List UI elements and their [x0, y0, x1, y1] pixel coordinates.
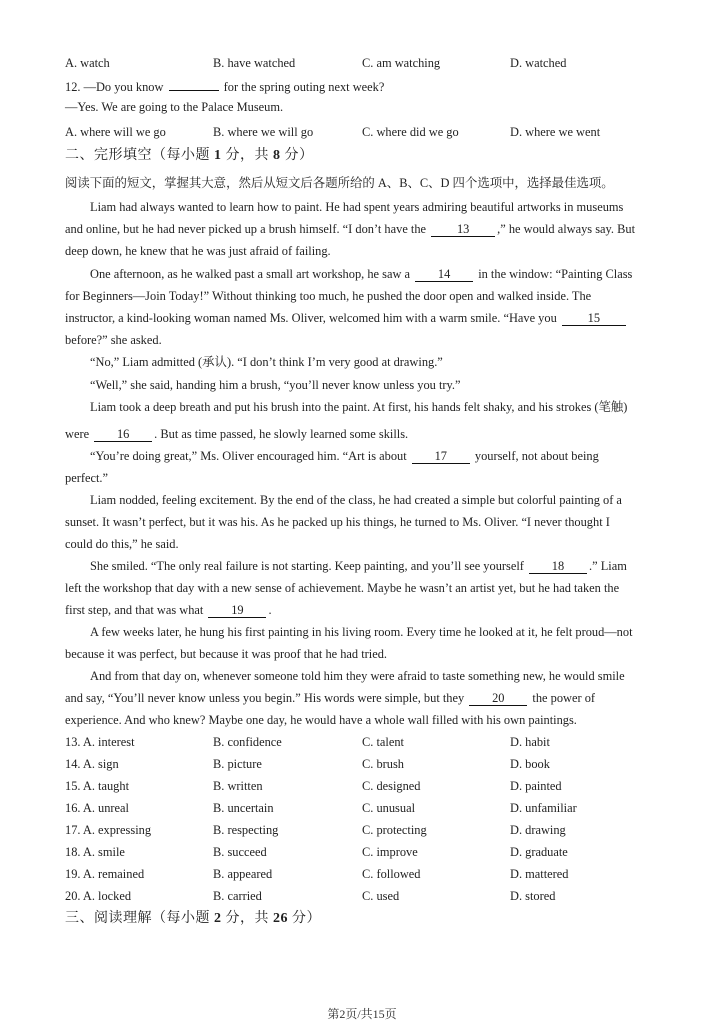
passage-text: . — [268, 603, 272, 617]
section3-title-mid: 分，共 — [221, 911, 273, 926]
passage-text: . But as time passed, he slowly learned some skills. — [154, 427, 409, 441]
passage-line — [90, 266, 632, 282]
passage-line: sunset. It wasn’t perfect, but it was his. As he packed up his things, he turned to Ms. Oliver. “I never thought I — [65, 515, 610, 529]
passage-line — [65, 690, 595, 706]
passage-line: deep down, he knew that he was just afraid of failing. — [65, 244, 331, 258]
passage-line — [90, 558, 627, 574]
section2-title-mid: 分，共 — [221, 148, 273, 163]
section3-title-prefix: 三、阅读理解（每小题 — [65, 911, 214, 926]
q15-option-d[interactable]: D. painted — [510, 779, 562, 793]
q18-option-a[interactable]: 18. A. smile — [65, 845, 125, 859]
q12-stem-before: 12. —Do you know — [65, 80, 167, 94]
blank-19[interactable]: 19 — [208, 604, 266, 618]
passage-text: were — [65, 427, 93, 441]
q15-option-b[interactable]: B. written — [213, 779, 263, 793]
q11-option-b[interactable]: B. have watched — [213, 56, 296, 70]
blank-17[interactable]: 17 — [412, 450, 470, 464]
q15-option-c[interactable]: C. designed — [362, 779, 421, 793]
section3-points-total: 26 — [273, 911, 288, 926]
section3-title-suffix: 分） — [288, 911, 321, 926]
passage-text: One afternoon, as he walked past a small art workshop, he saw a — [90, 267, 414, 281]
passage-line — [65, 310, 628, 326]
passage-line — [65, 221, 635, 237]
section2-instructions: 阅读下面的短文，掌握其大意，然后从短文后各题所给的 A、B、C、D 四个选项中，选择最佳选项。 — [65, 176, 614, 190]
q17-option-c[interactable]: C. protecting — [362, 823, 427, 837]
section3-points-each: 2 — [214, 911, 222, 926]
q19-option-d[interactable]: D. mattered — [510, 867, 569, 881]
question-18-options — [65, 844, 685, 860]
blank-18[interactable]: 18 — [529, 560, 587, 574]
q14-option-b[interactable]: B. picture — [213, 757, 262, 771]
q18-option-c[interactable]: C. improve — [362, 845, 418, 859]
q13-option-a[interactable]: 13. A. interest — [65, 735, 135, 749]
passage-line: Liam nodded, feeling excitement. By the end of the class, he had created a simple but colorful painting of a — [90, 493, 622, 507]
q20-option-c[interactable]: C. used — [362, 889, 400, 903]
q20-option-b[interactable]: B. carried — [213, 889, 262, 903]
page-number: 第2页/共15页 — [327, 1007, 397, 1021]
blank-13[interactable]: 13 — [431, 223, 495, 237]
q16-option-c[interactable]: C. unusual — [362, 801, 416, 815]
question-15-options — [65, 778, 685, 794]
passage-text: “You’re doing great,” Ms. Oliver encouraged him. “Art is about — [90, 449, 410, 463]
blank-16[interactable]: 16 — [94, 428, 152, 442]
q11-option-d[interactable]: D. watched — [510, 56, 567, 70]
passage-line: left the workshop that day with a new sense of achievement. Maybe he wasn’t an artist yet, but he had taken the — [65, 581, 620, 595]
q17-option-b[interactable]: B. respecting — [213, 823, 279, 837]
section2-title-prefix: 二、完形填空（每小题 — [65, 148, 214, 163]
passage-text: the power of — [529, 691, 596, 705]
section2-points-each: 1 — [214, 148, 222, 163]
q12-option-c[interactable]: C. where did we go — [362, 125, 459, 139]
passage-line: because it was perfect, but because it was proof that he had tried. — [65, 647, 388, 661]
passage-line: Liam had always wanted to learn how to paint. He had spent years admiring beautiful artworks in museums — [90, 200, 624, 214]
passage-text: and say, “You’ll never know unless you begin.” His words were simple, but they — [65, 691, 468, 705]
passage-text: yourself, not about being — [471, 449, 599, 463]
q16-option-a[interactable]: 16. A. unreal — [65, 801, 130, 815]
passage-text: She smiled. “The only real failure is not starting. Keep painting, and you’ll see yourself — [90, 559, 527, 573]
q11-option-a[interactable]: A. watch — [65, 56, 110, 70]
q16-option-b[interactable]: B. uncertain — [213, 801, 274, 815]
q18-option-b[interactable]: B. succeed — [213, 845, 267, 859]
q12-option-b[interactable]: B. where we will go — [213, 125, 314, 139]
q12-option-d[interactable]: D. where we went — [510, 125, 601, 139]
passage-line: for Beginners—Join Today!” Without thinking too much, he pushed the door open and walked inside. The — [65, 289, 592, 303]
q12-stem-after: for the spring outing next week? — [220, 80, 385, 94]
q14-option-d[interactable]: D. book — [510, 757, 550, 771]
passage-text: instructor, a kind-looking woman named Ms. Oliver, welcomed him with a warm smile. “Have you — [65, 311, 560, 325]
passage-line — [65, 426, 408, 442]
q11-option-c[interactable]: C. am watching — [362, 56, 441, 70]
q11-options — [65, 55, 685, 71]
q14-option-a[interactable]: 14. A. sign — [65, 757, 119, 771]
section2-title — [65, 148, 314, 164]
q12-options — [65, 124, 685, 140]
q18-option-d[interactable]: D. graduate — [510, 845, 568, 859]
q17-option-d[interactable]: D. drawing — [510, 823, 566, 837]
passage-line: experience. And who knew? Maybe one day, he would have a whole wall filled with his own paintings. — [65, 713, 577, 727]
q13-option-b[interactable]: B. confidence — [213, 735, 282, 749]
q19-option-b[interactable]: B. appeared — [213, 867, 273, 881]
q16-option-d[interactable]: D. unfamiliar — [510, 801, 577, 815]
q13-option-d[interactable]: D. habit — [510, 735, 550, 749]
question-14-options — [65, 756, 685, 772]
passage-line — [90, 448, 599, 464]
passage-line: before?” she asked. — [65, 333, 162, 347]
question-13-options — [65, 734, 685, 750]
q12-option-a[interactable]: A. where will we go — [65, 125, 166, 139]
passage-line: could do this,” he said. — [65, 537, 179, 551]
passage-text: ,” he would always say. But — [497, 222, 636, 236]
blank-20[interactable]: 20 — [469, 692, 527, 706]
q14-option-c[interactable]: C. brush — [362, 757, 404, 771]
q19-option-a[interactable]: 19. A. remained — [65, 867, 145, 881]
blank-15[interactable]: 15 — [562, 312, 626, 326]
q19-option-c[interactable]: C. followed — [362, 867, 421, 881]
passage-line: Liam took a deep breath and put his brush into the paint. At first, his hands felt shaky, and his strokes (笔触) — [90, 400, 628, 414]
passage-line: And from that day on, whenever someone told him they were afraid to taste something new, he would smile — [90, 669, 625, 683]
q15-option-a[interactable]: 15. A. taught — [65, 779, 130, 793]
passage-text: first step, and that was what — [65, 603, 207, 617]
question-20-options — [65, 888, 685, 904]
q12-blank — [169, 77, 219, 91]
passage-text: .” Liam — [589, 559, 627, 573]
section3-title — [65, 911, 321, 927]
q17-option-a[interactable]: 17. A. expressing — [65, 823, 152, 837]
section2-points-total: 8 — [273, 148, 281, 163]
passage-line: “No,” Liam admitted (承认). “I don’t think I’m very good at drawing.” — [90, 355, 443, 369]
passage-line: “Well,” she said, handing him a brush, “you’ll never know unless you try.” — [90, 378, 461, 392]
q12-stem — [65, 77, 384, 93]
passage-line — [65, 602, 272, 618]
q20-option-a[interactable]: 20. A. locked — [65, 889, 132, 903]
passage-line: perfect.” — [65, 471, 108, 485]
q13-option-c[interactable]: C. talent — [362, 735, 404, 749]
passage-line: A few weeks later, he hung his first painting in his living room. Every time he looked at it, he felt proud—not — [90, 625, 633, 639]
passage-text: and online, but he had never picked up a brush himself. “I don’t have the — [65, 222, 430, 236]
question-17-options — [65, 822, 685, 838]
question-19-options — [65, 866, 685, 882]
blank-14[interactable]: 14 — [415, 268, 473, 282]
q20-option-d[interactable]: D. stored — [510, 889, 556, 903]
q12-reply: —Yes. We are going to the Palace Museum. — [65, 100, 284, 114]
question-16-options — [65, 800, 685, 816]
section2-title-suffix: 分） — [280, 148, 314, 163]
passage-text: in the window: “Painting Class — [475, 267, 633, 281]
